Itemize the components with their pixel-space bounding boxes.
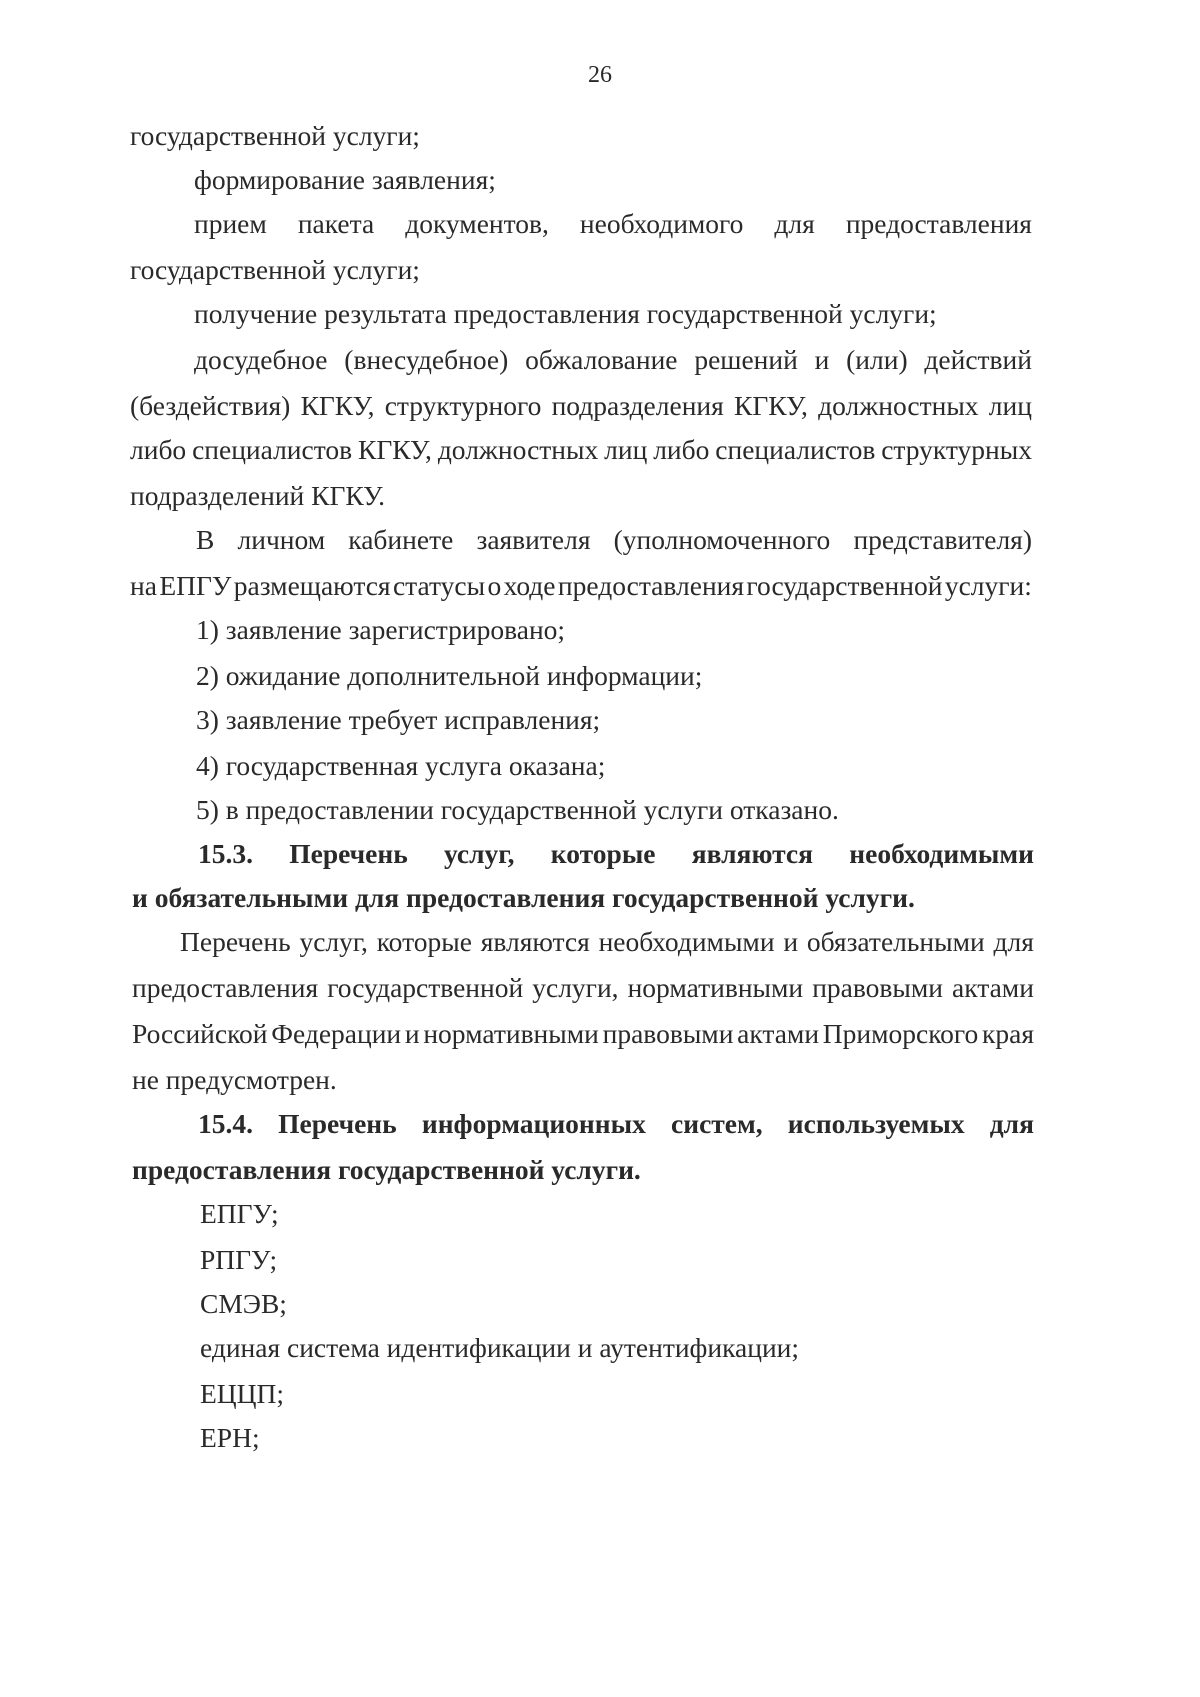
justified-line — [180, 928, 1034, 956]
word: Приморского — [822, 1018, 979, 1049]
word: Федерации — [271, 1018, 402, 1049]
word: подразделения — [551, 390, 724, 421]
list-item: 2) ожидание дополнительной информации; — [196, 660, 703, 691]
word: нормативными — [627, 972, 804, 1003]
word: правовыми — [812, 972, 943, 1003]
text-line: получение результата предоставления государственной услуги; — [194, 298, 937, 329]
word: государственной — [327, 972, 524, 1003]
list-item: СМЭВ; — [200, 1288, 287, 1319]
word: актами — [737, 1018, 820, 1049]
word: КГКУ, — [358, 434, 432, 465]
word: предоставления — [845, 208, 1032, 239]
list-item: 3) заявление требует исправления; — [196, 704, 601, 735]
word: информационных — [421, 1108, 646, 1139]
word: структурного — [384, 390, 542, 421]
section-heading-cont: предоставления государственной услуги. — [132, 1154, 641, 1185]
word: 15.3. — [198, 838, 253, 869]
word: (или) — [846, 344, 908, 375]
word: которые — [550, 838, 656, 869]
word: которые — [376, 926, 472, 957]
word: Перечень — [180, 926, 291, 957]
justified-line — [130, 572, 1032, 600]
word: КГКУ, — [734, 390, 808, 421]
word: необходимыми — [598, 926, 775, 957]
word: являются — [691, 838, 814, 869]
list-item: ЕПГУ; — [200, 1198, 279, 1229]
text-line: подразделений КГКУ. — [130, 480, 386, 511]
word: правовыми — [602, 1018, 734, 1049]
text-line: государственной услуги; — [130, 120, 420, 151]
word: документов, — [405, 208, 549, 239]
word: необходимого — [579, 208, 744, 239]
word: личном — [237, 524, 326, 555]
word: обжалование — [525, 344, 678, 375]
word: на — [130, 570, 157, 601]
word: систем, — [671, 1108, 763, 1139]
word: либо — [130, 434, 187, 465]
justified-line — [196, 526, 1032, 554]
justified-line — [132, 1020, 1034, 1048]
word: действий — [924, 344, 1032, 375]
word: для — [774, 208, 815, 239]
word: 15.4. — [198, 1108, 253, 1139]
word: структурных — [881, 434, 1032, 465]
word: кабинете — [348, 524, 454, 555]
word: для — [989, 1108, 1034, 1139]
list-item: 5) в предоставлении государственной услуги отказано. — [196, 794, 839, 825]
word: актами — [952, 972, 1034, 1003]
word: используемых — [787, 1108, 965, 1139]
word: предоставления — [557, 570, 745, 601]
word: представителя) — [853, 524, 1032, 555]
list-item: 1) заявление зарегистрировано; — [196, 614, 566, 645]
word: должностных — [818, 390, 979, 421]
word: специалистов — [715, 434, 876, 465]
justified-line — [194, 346, 1032, 374]
word: Перечень — [278, 1108, 397, 1139]
section-heading — [198, 1110, 1034, 1138]
word: услуг, — [299, 926, 368, 957]
list-item: РПГУ; — [200, 1244, 278, 1275]
word: Перечень — [289, 838, 408, 869]
word: о — [487, 570, 502, 601]
list-item: единая система идентификации и аутентификации; — [200, 1332, 800, 1363]
text-line: не предусмотрен. — [132, 1064, 337, 1095]
word: либо — [653, 434, 710, 465]
word: и — [404, 1018, 420, 1049]
word: услуги, — [532, 972, 619, 1003]
word: являются — [480, 926, 590, 957]
word: ЕПГУ — [159, 570, 232, 601]
word: обязательными — [806, 926, 985, 957]
text-line: государственной услуги; — [130, 254, 420, 285]
word: края — [982, 1018, 1034, 1049]
list-item: 4) государственная услуга оказана; — [196, 750, 606, 781]
page-number: 26 — [588, 62, 612, 88]
word: прием — [194, 208, 267, 239]
word: и — [783, 926, 799, 957]
word: Российской — [132, 1018, 268, 1049]
list-item: ЕЦЦП; — [200, 1378, 285, 1409]
word: государственной — [746, 570, 943, 601]
justified-line — [194, 210, 1032, 238]
word: статусы — [392, 570, 486, 601]
word: (уполномоченного — [613, 524, 831, 555]
section-heading — [198, 840, 1034, 868]
word: досудебное — [194, 344, 328, 375]
justified-line — [130, 392, 1032, 420]
justified-line — [132, 974, 1034, 1002]
word: услуги: — [944, 570, 1032, 601]
section-heading-cont: и обязательными для предоставления государственной услуги. — [132, 882, 915, 913]
word: решений — [694, 344, 798, 375]
word: специалистов — [192, 434, 353, 465]
word: предоставления — [132, 972, 319, 1003]
word: заявителя — [476, 524, 591, 555]
word: ходе — [503, 570, 556, 601]
word: КГКУ, — [300, 390, 375, 421]
word: (внесудебное) — [344, 344, 509, 375]
word: В — [196, 524, 215, 555]
word: должностных — [437, 434, 599, 465]
justified-line — [130, 436, 1032, 464]
word: для — [993, 926, 1034, 957]
list-item: ЕРН; — [200, 1422, 260, 1453]
word: размещаются — [233, 570, 391, 601]
word: услуг, — [443, 838, 515, 869]
word: (бездействия) — [130, 390, 291, 421]
word: и — [814, 344, 830, 375]
text-line: формирование заявления; — [194, 164, 496, 195]
word: необходимыми — [849, 838, 1034, 869]
word: лиц — [604, 434, 648, 465]
word: лиц — [988, 390, 1032, 421]
word: пакета — [297, 208, 375, 239]
word: нормативными — [423, 1018, 599, 1049]
